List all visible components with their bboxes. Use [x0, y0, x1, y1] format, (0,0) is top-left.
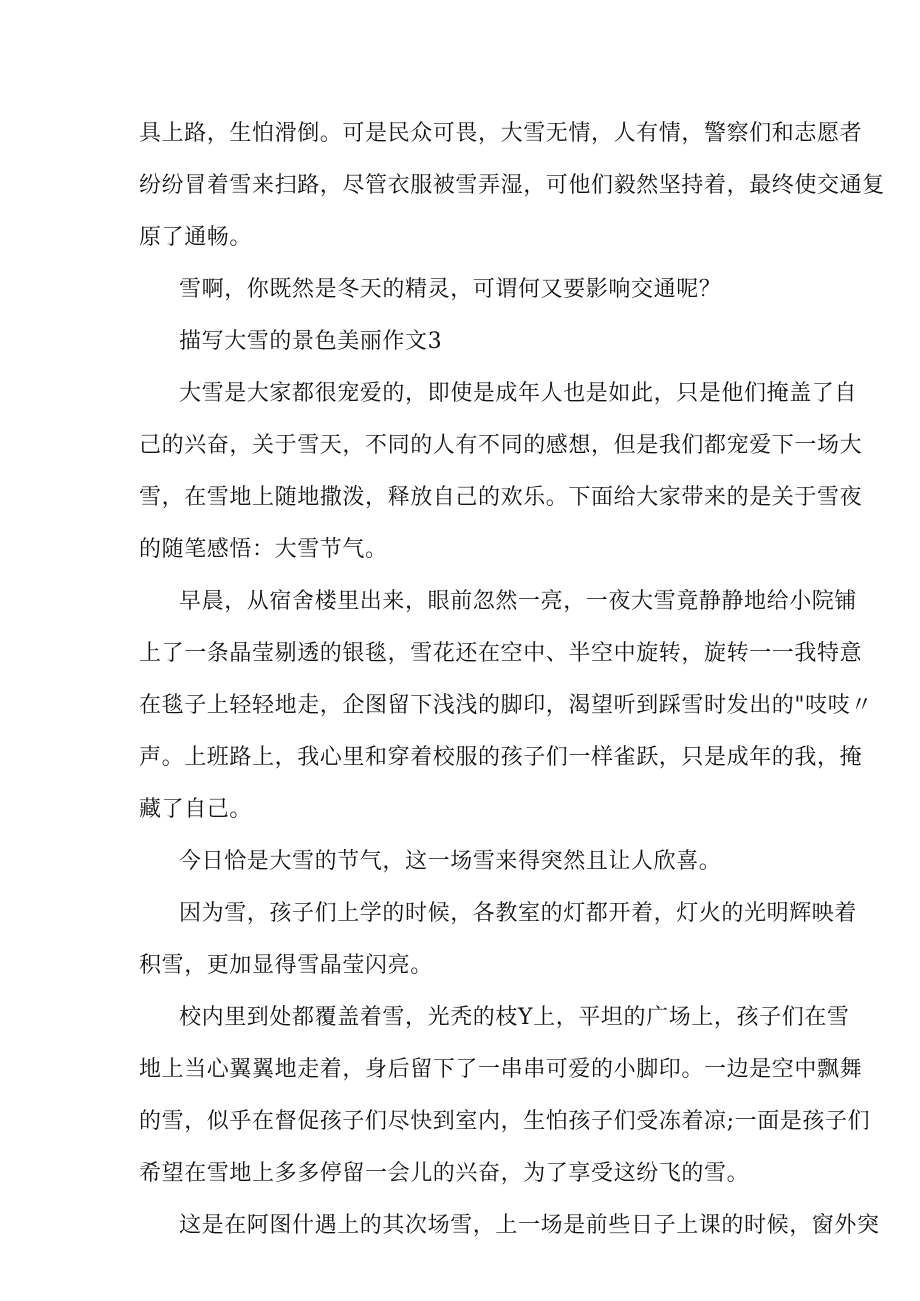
text-line: 声。上班路上，我心里和穿着校服的孩子们一样雀跃，只是成年的我，掩 [139, 745, 863, 770]
text-line: 积雪，更加显得雪晶莹闪亮。 [139, 953, 433, 978]
text-line: 雪，在雪地上随地撒泼，释放自己的欢乐。下面给大家带来的是关于雪夜 [139, 485, 863, 510]
text-line: 上了一条晶莹剔透的银毯，雪花还在空中、半空中旋转，旋转一一我特意 [139, 641, 863, 666]
text-line: 地上当心翼翼地走着，身后留下了一串串可爱的小脚印。一边是空中飘舞 [139, 1057, 863, 1082]
section-heading: 描写大雪的景色美丽作文3 [179, 329, 443, 354]
text-line: 校内里到处都覆盖着雪，光秃的枝Y上，平坦的广场上，孩子们在雪 [179, 1005, 850, 1030]
text-line: 原了通畅。 [139, 225, 253, 250]
text-line: 己的兴奋，关于雪天，不同的人有不同的感想，但是我们都宠爱下一场大 [139, 433, 863, 458]
text-line: 因为雪，孩子们上学的时候，各教室的灯都开着，灯火的光明辉映着 [179, 901, 858, 926]
text-line: 大雪是大家都很宠爱的，即使是成年人也是如此，只是他们掩盖了自 [179, 381, 858, 406]
text-line: 这是在阿图什遇上的其次场雪，上一场是前些日子上课的时候，窗外突 [179, 1213, 880, 1238]
text-line: 具上路，生怕滑倒。可是民众可畏，大雪无情，人有情，警察们和志愿者 [139, 121, 863, 146]
text-line: 在毯子上轻轻地走，企图留下浅浅的脚印，渴望听到踩雪时发出的"吱吱〃 [139, 693, 873, 718]
text-line: 的雪，似乎在督促孩子们尽快到室内，生怕孩子们受冻着凉;一面是孩子们 [139, 1109, 871, 1134]
text-line: 今日恰是大雪的节气，这一场雪来得突然且让人欣喜。 [179, 849, 722, 874]
text-line: 的随笔感悟：大雪节气。 [139, 537, 388, 562]
text-line: 希望在雪地上多多停留一会儿的兴奋，为了享受这纷飞的雪。 [139, 1161, 750, 1186]
text-line: 纷纷冒着雪来扫路，尽管衣服被雪弄湿，可他们毅然坚持着，最终使交通复 [139, 173, 885, 198]
text-line: 藏了自己。 [139, 797, 253, 822]
text-line: 雪啊，你既然是冬天的精灵，可谓何又要影响交通呢？ [179, 277, 722, 302]
text-line: 早晨，从宿舍楼里出来，眼前忽然一亮，一夜大雪竟静静地给小院铺 [179, 589, 858, 614]
